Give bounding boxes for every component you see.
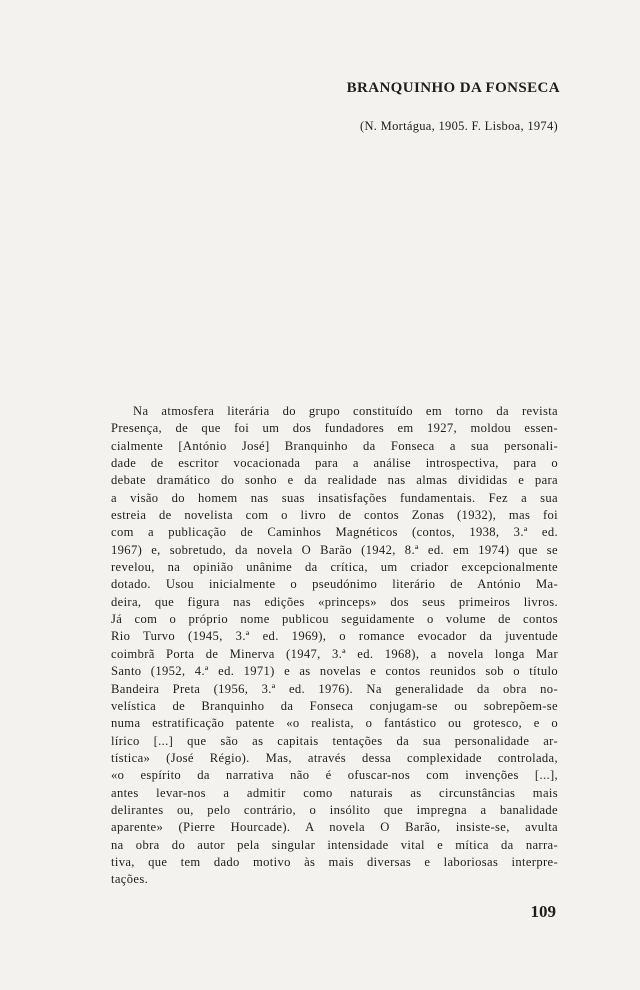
body-line: a visão do homem nas suas insatisfações fundamentais. Fez a sua (111, 490, 558, 505)
biography-paragraph (111, 403, 558, 889)
body-line: Bandeira Preta (1956, 3.ª ed. 1976). Na generalidade da obra no- (111, 681, 558, 696)
body-line: delirantes ou, pelo contrário, o insólito que impregna a banalidade (111, 802, 558, 817)
body-line: dade de escritor vocacionada para a análise introspectiva, para o (111, 456, 558, 471)
body-line: Presença, de que foi um dos fundadores em 1927, moldou essen- (111, 421, 558, 436)
body-line: estreia de novelista com o livro de contos Zonas (1932), mas foi (111, 508, 558, 523)
body-line: tística» (José Régio). Mas, através dessa complexidade controlada, (111, 750, 558, 765)
body-line: cialmente [António José] Branquinho da Fonseca a sua personali- (111, 438, 558, 453)
body-line: numa estratificação patente «o realista, o fantástico ou grotesco, e o (111, 716, 558, 731)
author-title: BRANQUINHO DA FONSECA (346, 80, 560, 96)
body-line: lírico [...] que são as capitais tentações da sua personalidade ar- (111, 733, 558, 748)
body-line: tiva, que tem dado motivo às mais diversas e laboriosas interpre- (111, 854, 558, 869)
body-line: Na atmosfera literária do grupo constituído em torno da revista (133, 404, 558, 418)
page-number: 109 (530, 902, 556, 921)
body-line: aparente» (Pierre Hourcade). A novela O Barão, insiste-se, avulta (111, 820, 558, 835)
body-line: com a publicação de Caminhos Magnéticos (contos, 1938, 3.ª ed. (111, 525, 558, 540)
body-line: coimbrã Porta de Minerva (1947, 3.ª ed. 1968), a novela longa Mar (111, 646, 558, 661)
body-line: velística de Branquinho da Fonseca conjugam-se ou sobrepõem-se (111, 698, 558, 713)
body-line: Rio Turvo (1945, 3.ª ed. 1969), o romance evocador da juventude (111, 629, 558, 644)
body-line: dotado. Usou inicialmente o pseudónimo literário de António Ma- (111, 577, 558, 592)
body-line: antes levar-nos a admitir como naturais as circunstâncias mais (111, 785, 558, 800)
body-line: 1967) e, sobretudo, da novela O Barão (1942, 8.ª ed. em 1974) que se (111, 542, 558, 557)
body-line: deira, que figura nas edições «princeps» dos seus primeiros livros. (111, 594, 558, 609)
author-dates: (N. Mortágua, 1905. F. Lisboa, 1974) (360, 119, 558, 133)
body-line: na obra do autor pela singular intensidade vital e mítica da narra- (111, 837, 558, 852)
body-line: debate dramático do sonho e da realidade nas almas divididas e para (111, 473, 558, 488)
body-line: «o espírito da narrativa não é ofuscar-nos com invenções [...], (111, 768, 558, 783)
body-line: revelou, na opinião unânime da crítica, um criador excepcionalmente (111, 560, 558, 575)
body-line: tações. (111, 872, 149, 887)
body-line: Santo (1952, 4.ª ed. 1971) e as novelas e contos reunidos sob o título (111, 664, 558, 679)
body-line: Já com o próprio nome publicou seguidamente o volume de contos (111, 612, 558, 627)
